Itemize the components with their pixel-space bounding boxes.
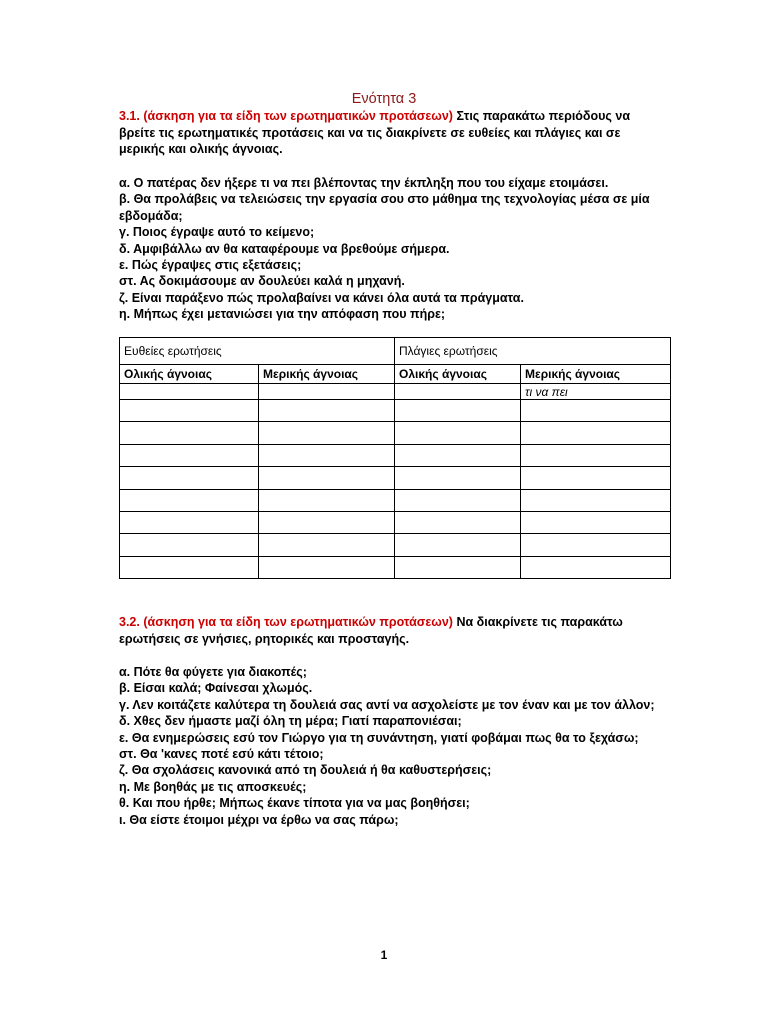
group-header-indirect: Πλάγιες ερωτήσεις — [395, 338, 671, 365]
sentence: η. Μήπως έχει μετανιώσει για την απόφαση που πήρε; — [119, 307, 446, 322]
table-cell[interactable] — [521, 400, 671, 422]
table-cell[interactable] — [120, 384, 259, 400]
table-cell[interactable] — [120, 467, 259, 489]
table-cell[interactable] — [395, 511, 521, 533]
table-cell[interactable] — [259, 444, 395, 466]
table-cell[interactable] — [259, 467, 395, 489]
exercise-1-sentences — [119, 175, 679, 323]
table-row — [120, 534, 671, 556]
table-cell[interactable] — [395, 467, 521, 489]
table-cell[interactable] — [120, 556, 259, 578]
exercise-1-note: (άσκηση για τα είδη των ερωτηματικών προτάσεων) — [143, 109, 453, 123]
exercise-1-text: Στις παρακάτω περιόδους να βρείτε τις ερωτηματικές προτάσεις και να τις διακρίνετε σε ευθείες και πλάγιες και σε μερικής και ολικής άγνοιας. — [119, 109, 631, 156]
table-cell[interactable] — [521, 534, 671, 556]
table-cell[interactable] — [395, 384, 521, 400]
table-cell[interactable] — [395, 400, 521, 422]
table-cell[interactable] — [395, 444, 521, 466]
table-row — [120, 489, 671, 511]
table-row — [120, 556, 671, 578]
sentence: δ. Χθες δεν ήμαστε μαζί όλη τη μέρα; Γιατί παραπονιέσαι; — [119, 714, 462, 729]
sentence: στ. Θα 'κανες ποτέ εσύ κάτι τέτοιο; — [119, 746, 324, 761]
table-cell[interactable]: τι να πει — [521, 384, 671, 400]
exercise-2-sentences — [119, 664, 679, 828]
table-row — [120, 444, 671, 466]
table-cell[interactable] — [120, 444, 259, 466]
sentence: α. Πότε θα φύγετε για διακοπές; — [119, 665, 307, 679]
sentence: δ. Αμφιβάλλω αν θα καταφέρουμε να βρεθούμε σήμερα. — [119, 241, 450, 256]
table-cell[interactable] — [120, 422, 259, 444]
table-cell[interactable] — [521, 444, 671, 466]
table-cell[interactable] — [120, 511, 259, 533]
sentence: ι. Θα είστε έτοιμοι μέχρι να έρθω να σας πάρω; — [119, 812, 399, 827]
sentence: γ. Λεν κοιτάζετε καλύτερα τη δουλειά σας αντί να ασχολείστε με τον έναν και με τον άλλον; — [119, 697, 655, 712]
table-cell[interactable] — [395, 422, 521, 444]
page-number: 1 — [380, 948, 388, 962]
table-row — [120, 400, 671, 422]
group-header-direct: Ευθείες ερωτήσεις — [120, 338, 395, 365]
table-cell[interactable] — [521, 467, 671, 489]
column-header: Ολικής άγνοιας — [120, 365, 259, 384]
sentence: ζ. Είναι παράξενο πώς προλαβαίνει να κάνει όλα αυτά τα πράγματα. — [119, 290, 524, 305]
sentence: στ. Ας δοκιμάσουμε αν δουλεύει καλά η μηχανή. — [119, 274, 405, 289]
table-row — [120, 384, 671, 400]
sentence: ζ. Θα σχολάσεις κανονικά από τη δουλειά ή θα καθυστερήσεις; — [119, 763, 492, 778]
table-cell[interactable] — [259, 384, 395, 400]
exercise-1-number: 3.1. — [119, 109, 140, 123]
sentence: β. Είσαι καλά; Φαίνεσαι χλωμός. — [119, 681, 313, 696]
table-cell[interactable] — [521, 511, 671, 533]
table-cell[interactable] — [259, 400, 395, 422]
sentence: θ. Και που ήρθε; Μήπως έκανε τίποτα για να μας βοηθήσει; — [119, 796, 470, 811]
column-header: Μερικής άγνοιας — [259, 365, 395, 384]
table-row — [120, 422, 671, 444]
table-group-header-row — [120, 338, 671, 365]
table-cell[interactable] — [521, 556, 671, 578]
sentence: ε. Θα ενημερώσεις εσύ τον Γιώργο για τη συνάντηση, γιατί φοβάμαι πως θα το ξεχάσω; — [119, 730, 639, 745]
table-cell[interactable] — [521, 489, 671, 511]
sentence: α. Ο πατέρας δεν ήξερε τι να πει βλέποντας την έκπληξη που του είχαμε ετοιμάσει. — [119, 176, 609, 190]
table-cell[interactable] — [259, 556, 395, 578]
table-cell[interactable] — [521, 422, 671, 444]
table-cell[interactable] — [395, 556, 521, 578]
sentence: ε. Πώς έγραψες στις εξετάσεις; — [119, 257, 302, 272]
table-cell[interactable] — [395, 489, 521, 511]
exercise-2-instruction — [119, 614, 649, 647]
column-header: Μερικής άγνοιας — [521, 365, 671, 384]
table-cell[interactable] — [259, 511, 395, 533]
sentence: β. Θα προλάβεις να τελειώσεις την εργασία σου στο μάθημα της τεχνολογίας μέσα σε μία — [119, 192, 650, 207]
table-cell[interactable] — [395, 534, 521, 556]
sentence: εβδομάδα; — [119, 208, 183, 223]
table-cell[interactable] — [120, 400, 259, 422]
sentence: η. Με βοηθάς με τις αποσκευές; — [119, 779, 307, 794]
table-cell[interactable] — [259, 489, 395, 511]
table-row — [120, 511, 671, 533]
table-cell[interactable] — [259, 534, 395, 556]
table-row — [120, 467, 671, 489]
section-title: Ενότητα 3 — [351, 91, 417, 107]
table-cell[interactable] — [120, 534, 259, 556]
answer-table — [119, 337, 671, 579]
sentence: γ. Ποιος έγραψε αυτό το κείμενο; — [119, 225, 315, 240]
exercise-1-instruction — [119, 108, 649, 158]
exercise-2-text: Να διακρίνετε τις παρακάτω ερωτήσεις σε γνήσιες, ρητορικές και προσταγής. — [119, 615, 623, 646]
table-cell[interactable] — [259, 422, 395, 444]
column-header: Ολικής άγνοιας — [395, 365, 521, 384]
table-cell[interactable] — [120, 489, 259, 511]
table-column-header-row — [120, 365, 671, 384]
exercise-2-number: 3.2. — [119, 615, 140, 629]
exercise-2-note: (άσκηση για τα είδη των ερωτηματικών προτάσεων) — [143, 615, 453, 629]
